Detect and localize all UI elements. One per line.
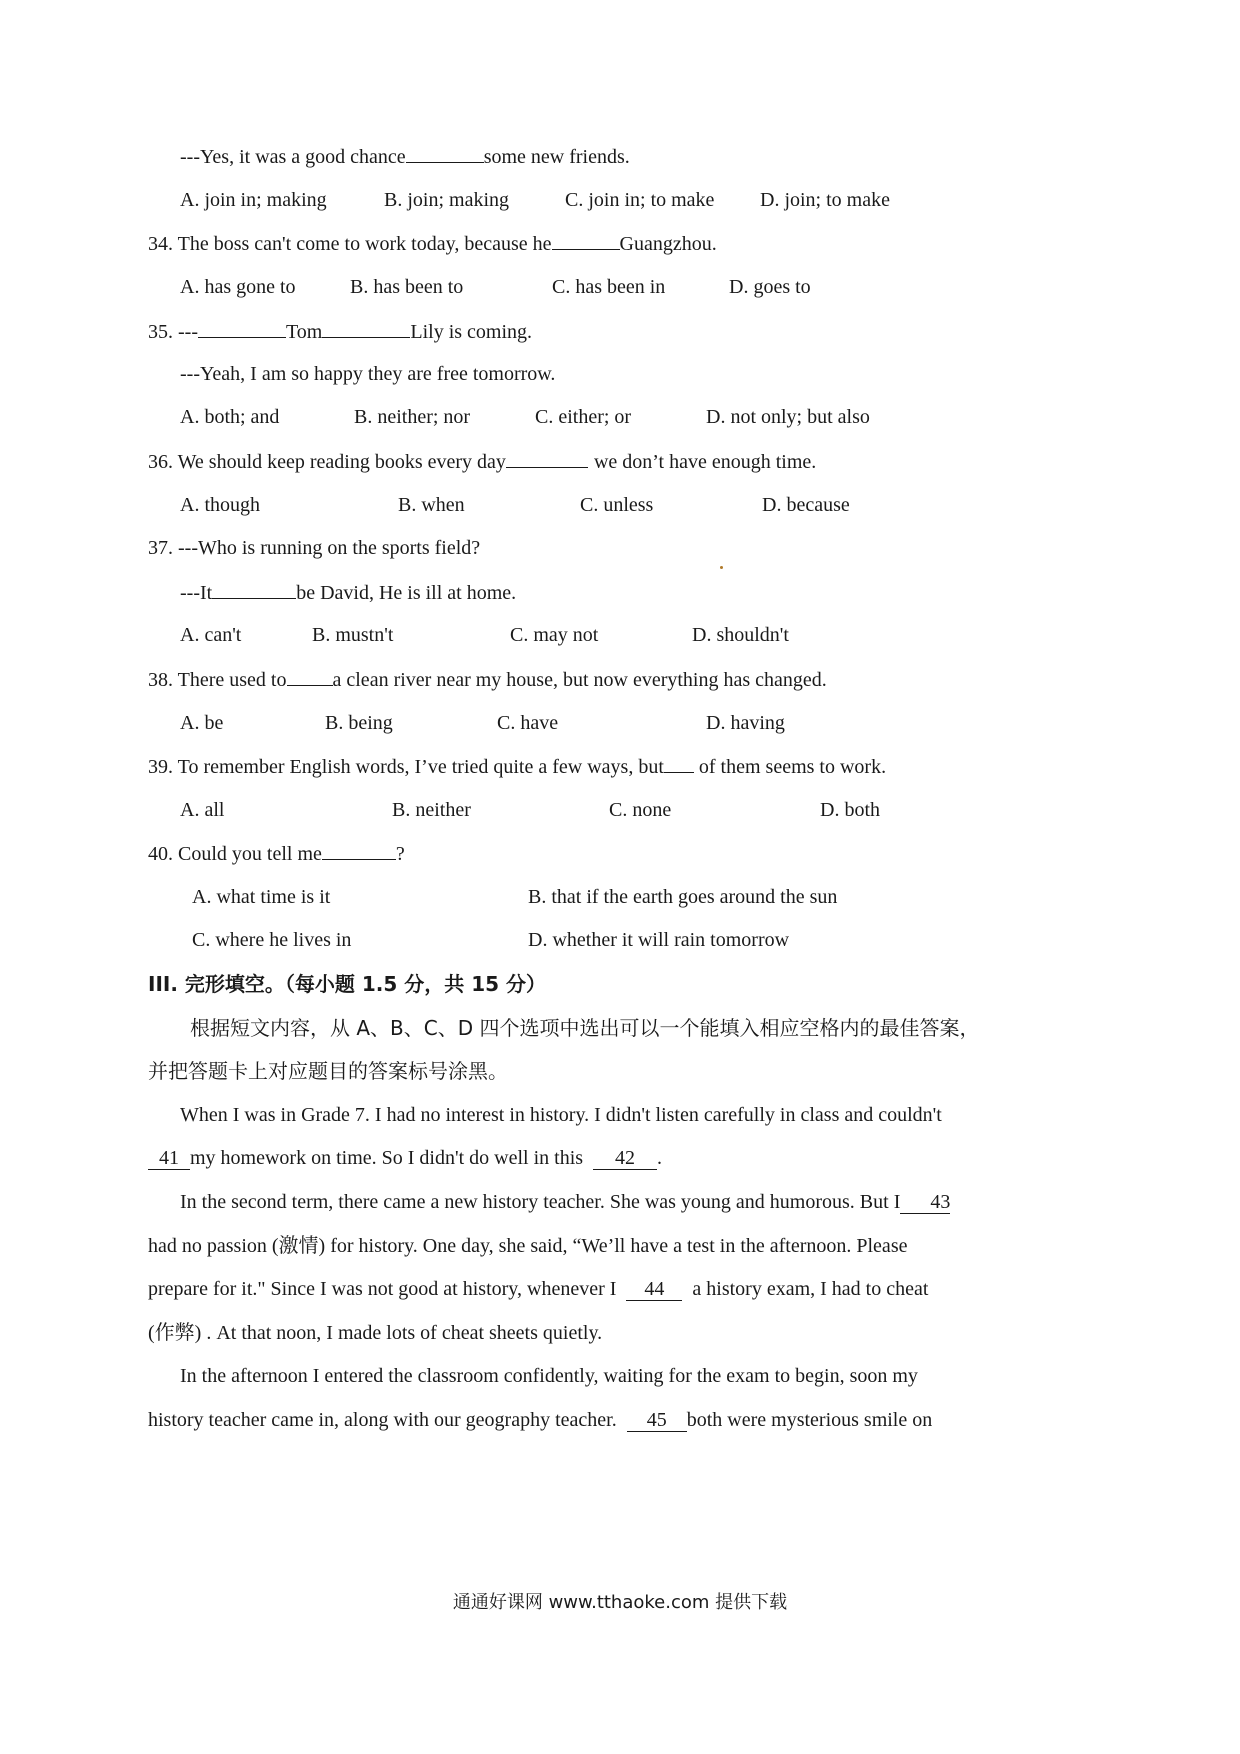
option-d: D. join; to make — [760, 189, 890, 211]
option-d: D. goes to — [729, 276, 811, 298]
q34-stem — [148, 229, 717, 258]
option-c: C. none — [609, 799, 672, 821]
option-c: C. either; or — [535, 406, 632, 428]
option-a: A. join in; making — [180, 189, 327, 211]
option-b: B. when — [398, 494, 465, 516]
text: In the second term, there came a new history teacher. She was young and humorous. But I — [180, 1191, 901, 1213]
answer-blank — [506, 447, 588, 468]
option-b: B. that if the earth goes around the sun — [528, 886, 838, 908]
blank-42: 42 — [593, 1147, 657, 1170]
option-d: D. because — [762, 494, 850, 516]
section-title: III. 完形填空。（每小题 1.5 分，共 15 分） — [148, 972, 546, 996]
text: 34. The boss can't come to work today, because he — [148, 233, 552, 255]
q35-reply: ---Yeah, I am so happy they are free tomorrow. — [180, 363, 556, 385]
answer-blank — [322, 839, 396, 860]
text: 39. To remember English words, I’ve tried quite a few ways, but — [148, 756, 664, 778]
text: Lily is coming. — [410, 321, 533, 343]
blank-44: 44 — [626, 1278, 682, 1301]
option-a: A. though — [180, 494, 260, 516]
option-c: C. may not — [510, 624, 599, 646]
answer-blank — [198, 317, 286, 338]
section-instruction: 根据短文内容，从 A、B、C、D 四个选项中选出可以一个能填入相应空格内的最佳答案， — [190, 1016, 980, 1040]
option-d: D. having — [706, 712, 785, 734]
text: prepare for it." Since I was not good at history, whenever I — [148, 1278, 617, 1300]
blank-41: 41 — [148, 1147, 190, 1170]
text: a history exam, I had to cheat — [692, 1278, 929, 1300]
passage-line: (作弊) . At that noon, I made lots of cheat sheets quietly. — [148, 1322, 603, 1344]
footer-credit: 通通好课网 www.tthaoke.com 提供下载 — [452, 1592, 788, 1613]
text: 40. Could you tell me — [148, 843, 322, 865]
text: Guangzhou. — [619, 233, 717, 255]
option-b: B. neither; nor — [354, 406, 471, 428]
q36-stem — [148, 447, 816, 476]
option-c: C. unless — [580, 494, 654, 516]
option-d: D. whether it will rain tomorrow — [528, 929, 790, 951]
option-b: B. mustn't — [312, 624, 394, 646]
q40-stem — [148, 839, 405, 868]
answer-blank — [552, 229, 620, 250]
option-a: A. can't — [180, 624, 242, 646]
option-a: A. both; and — [180, 406, 280, 428]
passage-line: When I was in Grade 7. I had no interest in history. I didn't listen carefully in class and couldn't — [180, 1104, 942, 1126]
passage-line: had no passion (激情) for history. One day, she said, “We’ll have a test in the afternoon. Please — [148, 1235, 908, 1257]
q37-reply — [180, 578, 516, 607]
q33-line — [180, 142, 630, 171]
blank-45: 45 — [627, 1409, 687, 1432]
answer-blank — [664, 752, 694, 773]
option-a: A. has gone to — [180, 276, 296, 298]
option-b: B. join; making — [384, 189, 509, 211]
q35-stem — [148, 317, 532, 346]
text: 36. We should keep reading books every day — [148, 451, 506, 473]
answer-blank — [212, 578, 296, 599]
passage-line: In the afternoon I entered the classroom confidently, waiting for the exam to begin, soon my — [180, 1365, 918, 1387]
passage-line — [148, 1406, 932, 1434]
option-b: B. being — [325, 712, 393, 734]
q38-stem — [148, 665, 827, 694]
text: 35. --- — [148, 321, 198, 343]
text: we don’t have enough time. — [593, 451, 817, 473]
option-a: A. what time is it — [192, 886, 331, 908]
text: my homework on time. So I didn't do well in this — [190, 1147, 584, 1169]
text: be David, He is ill at home. — [296, 582, 517, 604]
answer-blank — [287, 665, 333, 686]
passage-line — [148, 1275, 928, 1303]
text: both were mysterious smile on — [686, 1409, 933, 1431]
option-d: D. both — [820, 799, 880, 821]
q39-stem — [148, 752, 886, 781]
text: of them seems to work. — [693, 756, 887, 778]
option-d: D. shouldn't — [692, 624, 789, 646]
option-a: A. all — [180, 799, 225, 821]
text: 38. There used to — [148, 669, 287, 691]
answer-blank — [322, 317, 410, 338]
option-c: C. has been in — [552, 276, 666, 298]
option-c: C. where he lives in — [192, 929, 352, 951]
option-b: B. has been to — [350, 276, 464, 298]
text: Tom — [285, 321, 323, 343]
option-a: A. be — [180, 712, 224, 734]
section-instruction: 并把答题卡上对应题目的答案标号涂黑。 — [148, 1059, 508, 1083]
blank-43: 43 — [900, 1191, 950, 1214]
text: history teacher came in, along with our geography teacher. — [148, 1409, 617, 1431]
option-c: C. join in; to make — [565, 189, 715, 211]
text: ---It — [180, 582, 213, 604]
option-d: D. not only; but also — [706, 406, 870, 428]
option-b: B. neither — [392, 799, 471, 821]
passage-line — [180, 1188, 950, 1216]
text: a clean river near my house, but now everything has changed. — [332, 669, 827, 691]
answer-blank — [406, 142, 484, 163]
speck-mark — [720, 566, 723, 569]
q37-stem: 37. ---Who is running on the sports field? — [148, 537, 481, 559]
option-c: C. have — [497, 712, 559, 734]
passage-line: 41 my homework on time. So I didn't do well in this 42 . — [148, 1144, 662, 1172]
text: ---Yes, it was a good chance — [180, 146, 406, 168]
text: ? — [395, 843, 405, 865]
text: some new friends. — [483, 146, 630, 168]
